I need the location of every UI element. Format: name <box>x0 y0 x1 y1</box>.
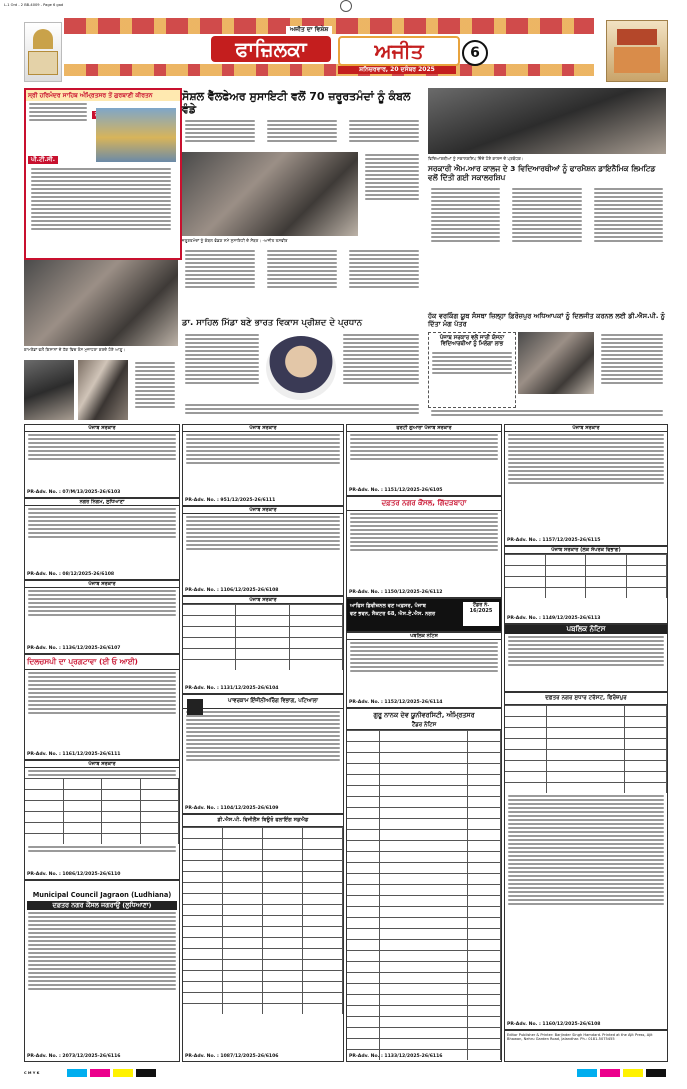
ad-public-notice-center: ਪਬਲਿਕ ਨੋਟਿਸ PR-Adv. No. : 1152/12/2025-26/6114 <box>346 632 502 708</box>
mid-right-boxed-title: ਪੰਜਾਬ ਸਰਕਾਰ ਵਲੋਂ ਜਾਰੀ ਯੋਜਨਾ ਵਿਦਿਆਰਥੀਆਂ ਨੂੰ ਮਿਲੇਗਾ ਲਾਭ <box>439 335 505 348</box>
left-protest-photo <box>24 260 178 346</box>
mid-story-headline: ਡਾ. ਸਾਹਿਲ ਮਿੱਡਾ ਬਣੇ ਭਾਰਤ ਵਿਕਾਸ ਪ੍ਰੀਸ਼ਦ ਦੇ ਪ੍ਰਧਾਨ <box>182 318 363 328</box>
masthead-supplement: ਅਜੀਤ ਦਾ ਵਿਸ਼ੇਸ਼ <box>286 26 332 34</box>
ad-powercom: ਪਾਵਰਕਾਮ ਇੰਜੀਨੀਅਰਿੰਗ ਵਿਭਾਗ, ਪਟਿਆਲਾ PR-Adv. No. : 1104/12/2025-26/6109 <box>182 694 344 814</box>
masthead-ribbon-bottom <box>64 64 594 76</box>
ad-pr-number: PR-Adv. No. : 951/12/2025-26/6111 <box>185 498 276 503</box>
ad-pr-number: PR-Adv. No. : 1131/12/2025-26/6104 <box>185 686 279 691</box>
left-feature-box <box>24 88 182 260</box>
top-story-side-text <box>362 152 422 202</box>
masthead-right-ornament <box>606 20 668 82</box>
ad-punjab-sarkar-4: ਪੰਜਾਬ ਸਰਕਾਰ PR-Adv. No. : 1106/12/2025-26/6108 <box>182 506 344 596</box>
ad-nagar-council-gidderbaha: ਦਫ਼ਤਰ ਨਗਰ ਕੌਂਸਲ, ਗਿੱਦੜਬਾਹਾ PR-Adv. No. : 1150/12/2025-26/6112 <box>346 496 502 598</box>
top-story-body-2 <box>182 248 422 290</box>
ad-pr-number: PR-Adv. No. : 08/12/2025-26/6108 <box>27 572 115 577</box>
left-portrait-photo-1 <box>24 360 74 420</box>
ad-pr-number: PR-Adv. No. : 1161/12/2025-26/6111 <box>27 752 121 757</box>
left-photo-caption: ਕਾਮਰੇਡਾਂ ਵਲੋਂ ਕਿਸਾਨਾਂ ਦੇ ਹੱਕ ਵਿਚ ਰੋਸ ਮੁਜ਼ਾਹਰਾ ਕਰਦੇ ਹੋਏ ਆਗੂ। <box>24 347 126 352</box>
masthead-left-ornament <box>24 22 62 82</box>
ad-nagar-nigam-ludhiana: ਨਗਰ ਨਿਗਮ, ਲੁਧਿਆਣਾ PR-Adv. No. : 08/12/2025-26/6108 <box>24 498 180 580</box>
ad-municipal-council-jagraon: Municipal Council Jagraon (Ludhiana) ਦਫ਼ਤਰ ਨਗਰ ਕੌਂਸਲ ਜਗਰਾਉਂ (ਲੁਧਿਆਣਾ) PR-Adv. No. : 2073/12/2025-26/6116 <box>24 880 180 1062</box>
color-calibration-strip <box>24 1066 666 1080</box>
ad-pr-number: PR-Adv. No. : 07/M/13/2025-26/6103 <box>27 490 121 495</box>
golden-temple-photo <box>96 108 176 162</box>
ad-pr-number: PR-Adv. No. : 1104/12/2025-26/6109 <box>185 806 279 811</box>
registration-mark-icon <box>340 0 352 12</box>
printer-line: L-1 Ord - 2 BB-4009 - Page 6 gad <box>4 3 64 7</box>
ad-punjab-sarkar-right-1: ਪੰਜਾਬ ਸਰਕਾਰ PR-Adv. No. : 1157/12/2025-26/6115 <box>504 424 668 546</box>
blanket-distribution-photo <box>182 152 358 236</box>
ad-vigilance-bureau: ਡੀ.ਐਸ.ਪੀ. ਵਿਜੀਲੈਂਸ ਬਿਊਰੋ ਫਲਾਇੰਗ ਸਕੁਐਡ PR-Adv. No. : 1087/12/2025-26/6106 <box>182 814 344 1062</box>
mid-story-body-right <box>340 332 422 386</box>
right-story-photo-caption: ਵਿਦਿਆਰਥੀਆਂ ਨੂੰ ਸਕਾਲਰਸ਼ਿਪ ਦਿੰਦੇ ਹੋਏ ਕਾਲਜ ਦੇ ਪ੍ਰਬੰਧਕ। <box>428 156 524 161</box>
ad-pr-number: PR-Adv. No. : 2073/12/2025-26/6116 <box>27 1054 121 1059</box>
ad-pr-number: PR-Adv. No. : 1157/12/2025-26/6115 <box>507 538 601 543</box>
ad-fertility-punjab: ਫਰਟੀ ਗੁਆਰਾ ਪੰਜਾਬ ਸਰਕਾਰ PR-Adv. No. : 1151/12/2025-26/6105 <box>346 424 502 496</box>
top-story-body <box>182 118 422 144</box>
ad-eoi: ਦਿਲਚਸਪੀ ਦਾ ਪ੍ਰਗਟਾਵਾ (ਈ ਓ ਆਈ) PR-Adv. No. : 1161/12/2025-26/6111 <box>24 654 180 760</box>
ad-pr-number: PR-Adv. No. : 1151/12/2025-26/6105 <box>349 488 443 493</box>
powercom-logo-icon <box>187 699 203 715</box>
ad-lok-sampark-vibhag: ਪੰਜਾਬ ਸਰਕਾਰ (ਲੋਕ ਸੰਪਰਕ ਵਿਭਾਗ) PR-Adv. No. : 1149/12/2025-26/6113 <box>504 546 668 624</box>
page-number: 6 <box>462 40 488 66</box>
ad-pr-number: PR-Adv. No. : 1087/12/2025-26/6106 <box>185 1054 279 1059</box>
ad-gndu-tender: ਗੁਰੂ ਨਾਨਕ ਦੇਵ ਯੂਨੀਵਰਸਿਟੀ, ਅੰਮ੍ਰਿਤਸਰ ਟੈਂਡਰ ਨੋਟਿਸ PR-Adv. No. : 1133/12/2025-26/6116 <box>346 708 502 1062</box>
masthead-title-right: ਅਜੀਤ <box>338 36 460 66</box>
pti-label: ਪੀ.ਟੀ.ਸੀ. <box>28 156 58 164</box>
mid-right-side-text <box>598 332 666 386</box>
left-feature-title: ਸ੍ਰੀ ਹਰਿਮੰਦਰ ਸਾਹਿਬ ਅੰਮ੍ਰਿਤਸਰ ਤੋਂ ਗੁਰਬਾਣੀ ਕੀਰਤਨ <box>26 90 180 101</box>
right-group-photo <box>428 88 666 154</box>
ad-pr-number: PR-Adv. No. : 1160/12/2025-26/6108 <box>507 1022 601 1027</box>
masthead <box>16 14 671 84</box>
masthead-title-left: ਫਾਜ਼ਿਲਕਾ <box>211 36 331 62</box>
ad-pr-number: PR-Adv. No. : 1149/12/2025-26/6113 <box>507 616 601 621</box>
ad-pr-number: PR-Adv. No. : 1136/12/2025-26/6107 <box>27 646 121 651</box>
top-story-photo-caption: ਜ਼ਰੂਰਤਮੰਦਾਂ ਨੂੰ ਕੰਬਲ ਵੰਡਣ ਸਮੇਂ ਸੁਸਾਇਟੀ ਦੇ ਮੈਂਬਰ। -ਅਜੀਤ ਤਸਵੀਰ <box>182 238 288 243</box>
left-brief-text <box>132 360 178 410</box>
ad-pr-number: PR-Adv. No. : 1133/12/2025-26/6116 <box>349 1054 443 1059</box>
tender-box: ਆਫਿਸ ਡਿਵੀਜ਼ਨਲ ਵਣ ਅਫ਼ਸਰ, ਪੰਜਾਬ ਵਣ ਭਵਨ, ਸੈਕਟਰ 68, ਐਸ.ਏ.ਐਸ. ਨਗਰ ਟੈਂਡਰ ਨੰ. 16/2025 <box>346 598 502 632</box>
mid-story-body-left <box>182 332 262 386</box>
right-story-body <box>428 186 666 244</box>
left-portrait-photo-2 <box>78 360 128 420</box>
color-strip-label: C M Y K <box>24 1070 40 1075</box>
ad-pr-number: PR-Adv. No. : 1152/12/2025-26/6114 <box>349 700 443 705</box>
mid-right-story-headline: ਹੱਕ ਵਰਕਿੰਗ ਯੂਥ ਸੰਸਥਾ ਜ਼ਿਲ੍ਹਾ ਫ਼ਿਰੋਜ਼ਪੁਰ ਅਧਿਆਪਕਾਂ ਨੂੰ ਦਿਲਜੀਤ ਕਰਨਲ ਲਈ ਡੀ.ਐਸ.ਪੀ. ਨੂੰ ਦਿੱਤਾ ਮੰਗ ਪੱਤਰ <box>428 312 665 328</box>
ad-public-notice-right: ਪਬਲਿਕ ਨੋਟਿਸ <box>504 624 668 692</box>
right-story-headline: ਸਰਕਾਰੀ ਐਮ.ਆਰ ਕਾਲਜ ਦੇ 3 ਵਿਦਿਆਰਥੀਆਂ ਨੂੰ ਫਾਰਮੈਸ਼ਨ ਡਾਇਨੈਮਿਕ ਲਿਮਟਿਡ ਵਲੋਂ ਦਿੱਤੀ ਗਈ ਸਕਾਲਰਸ਼ਿਪ <box>428 164 656 182</box>
mid-right-story-body <box>428 408 666 418</box>
ad-pr-number: PR-Adv. No. : 1150/12/2025-26/6112 <box>349 590 443 595</box>
ad-pr-number: PR-Adv. No. : 1106/12/2025-26/6108 <box>185 588 279 593</box>
ad-punjab-sarkar-1: ਪੰਜਾਬ ਸਰਕਾਰ PR-Adv. No. : 07/M/13/2025-26/6103 <box>24 424 180 498</box>
masthead-date: ਸ਼ਨਿਚਰਵਾਰ, 20 ਦਸੰਬਰ 2025 <box>338 66 456 74</box>
imprint-text: Editor Publisher & Printer: Barjinder Singh Hamdard. Printed at the Ajit Press, Ajit Bhawan, Nehru Garden Road, Jalandhar. Ph.: 0181-5075455 <box>507 1033 653 1042</box>
ad-punjab-sarkar-2: ਪੰਜਾਬ ਸਰਕਾਰ PR-Adv. No. : 1136/12/2025-26/6107 <box>24 580 180 654</box>
ad-pr-number: PR-Adv. No. : 1086/12/2025-26/6110 <box>27 872 121 877</box>
mid-right-boxed-story <box>428 332 516 408</box>
dr-sahil-portrait-photo <box>266 336 336 400</box>
ad-punjab-sarkar-3: ਪੰਜਾਬ ਸਰਕਾਰ PR-Adv. No. : 951/12/2025-26/6111 <box>182 424 344 506</box>
top-story-headline: ਸੋਸ਼ਲ ਵੈੱਲਫੇਅਰ ਸੁਸਾਇਟੀ ਵਲੋਂ 70 ਜ਼ਰੂਰਤਮੰਦਾਂ ਨੂੰ ਕੰਬਲ ਵੰਡੇ <box>182 90 411 116</box>
ad-punjab-sarkar-table: ਪੰਜਾਬ ਸਰਕਾਰ PR-Adv. No. : 1086/12/2025-26/6110 <box>24 760 180 880</box>
ad-punjab-sarkar-5: ਪੰਜਾਬ ਸਰਕਾਰ PR-Adv. No. : 1131/12/2025-26/6104 <box>182 596 344 694</box>
memorandum-photo <box>518 332 594 394</box>
tender-notice-number: ਟੈਂਡਰ ਨੰ. 16/2025 <box>463 602 499 626</box>
mid-story-body-bottom <box>182 402 422 416</box>
imprint-box <box>504 1030 668 1062</box>
ad-nagar-sudhar-trust-ferozepur: ਦਫ਼ਤਰ ਨਗਰ ਸੁਧਾਰ ਟਰੱਸਟ, ਫਿਰੋਜ਼ਪੁਰ PR-Adv. No. : 1160/12/2025-26/6108 <box>504 692 668 1030</box>
